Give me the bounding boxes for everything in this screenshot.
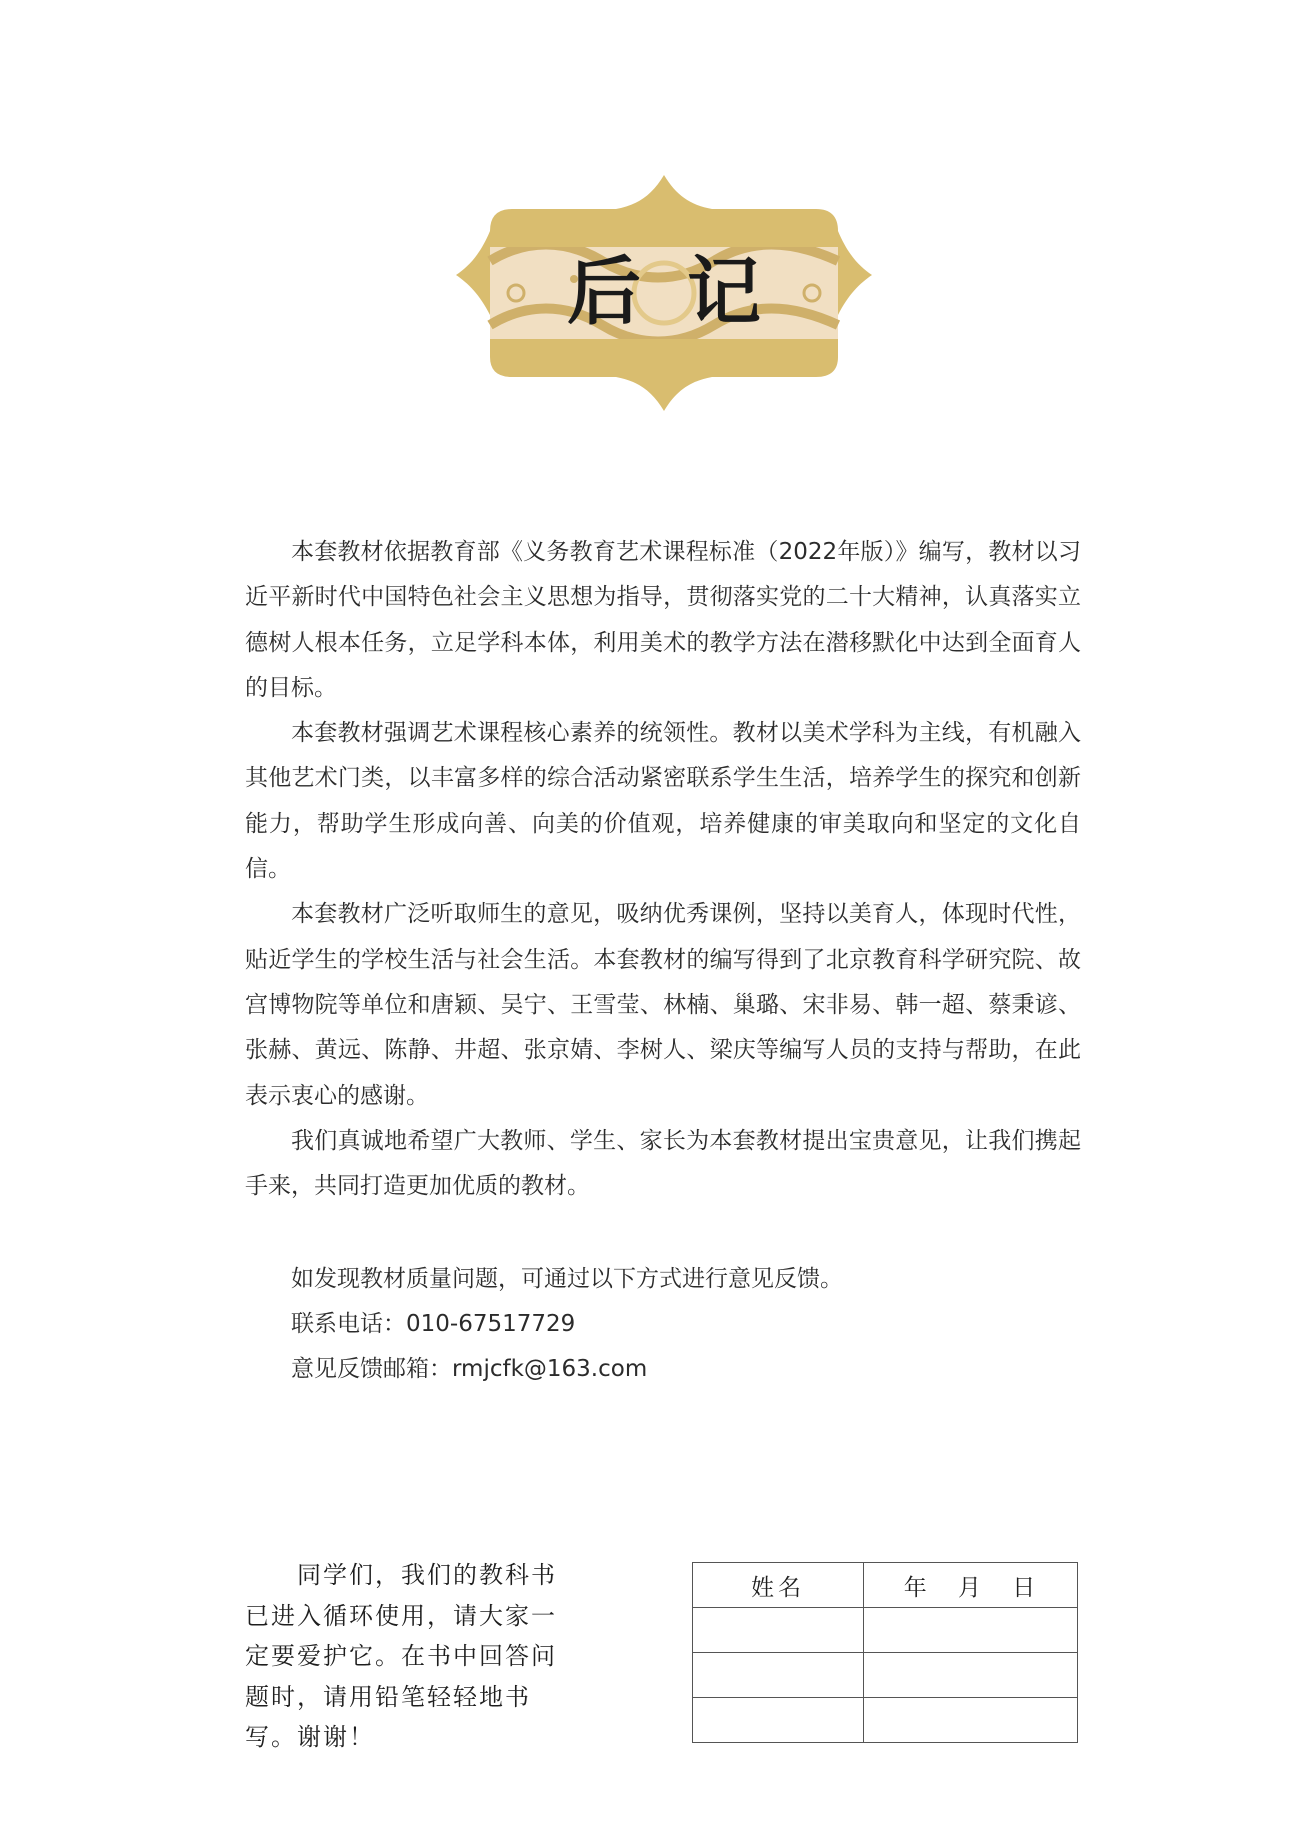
date-cell <box>864 1608 1078 1653</box>
table-row <box>693 1608 1078 1653</box>
title-banner <box>456 175 872 411</box>
book-record-table <box>692 1562 1078 1743</box>
date-cell <box>864 1698 1078 1743</box>
name-cell <box>693 1608 864 1653</box>
table-header-row <box>693 1563 1078 1608</box>
notice-text: 同学们，我们的教科书已进入循环使用，请大家一定要爱护它。在书中回答问题时，请用铅笔轻轻地书写。谢谢！ <box>245 1561 557 1751</box>
page-title: 后记 <box>567 249 807 335</box>
paragraph: 本套教材广泛听取师生的意见，吸纳优秀课例，坚持以美育人，体现时代性，贴近学生的学校生活与社会生活。本套教材的编写得到了北京教育科学研究院、故宫博物院等单位和唐颖、吴宁、王雪莹、林楠、巢璐、宋非易、韩一超、蔡秉谚、张赫、黄远、陈静、井超、张京婧、李树人、梁庆等编写人员的支持与帮助，在此表示衷心的感谢。 <box>245 901 1081 1109</box>
table-row <box>693 1698 1078 1743</box>
feedback-intro: 如发现教材质量问题，可通过以下方式进行意见反馈。 <box>291 1266 843 1292</box>
afterword-body <box>245 530 1081 1209</box>
name-cell <box>693 1653 864 1698</box>
name-column-header: 姓名 <box>693 1563 864 1608</box>
date-column-header: 年 月 日 <box>864 1563 1078 1608</box>
feedback-email: 意见反馈邮箱：rmjcfk@163.com <box>291 1356 648 1382</box>
feedback-contact <box>291 1257 843 1392</box>
date-cell <box>864 1653 1078 1698</box>
feedback-phone: 联系电话：010-67517729 <box>291 1311 576 1337</box>
name-cell <box>693 1698 864 1743</box>
paragraph: 我们真诚地希望广大教师、学生、家长为本套教材提出宝贵意见，让我们携起手来，共同打造更加优质的教材。 <box>245 1127 1081 1200</box>
paragraph: 本套教材依据教育部《义务教育艺术课程标准（2022年版）》编写，教材以习近平新时代中国特色社会主义思想为指导，贯彻落实党的二十大精神，认真落实立德树人根本任务，立足学科本体，利用美术的教学方法在潜移默化中达到全面育人的目标。 <box>245 539 1081 701</box>
student-notice <box>245 1555 563 1758</box>
paragraph: 本套教材强调艺术课程核心素养的统领性。教材以美术学科为主线，有机融入其他艺术门类，以丰富多样的综合活动紧密联系学生生活，培养学生的探究和创新能力，帮助学生形成向善、向美的价值观，培养健康的审美取向和坚定的文化自信。 <box>245 720 1081 883</box>
table-row <box>693 1653 1078 1698</box>
